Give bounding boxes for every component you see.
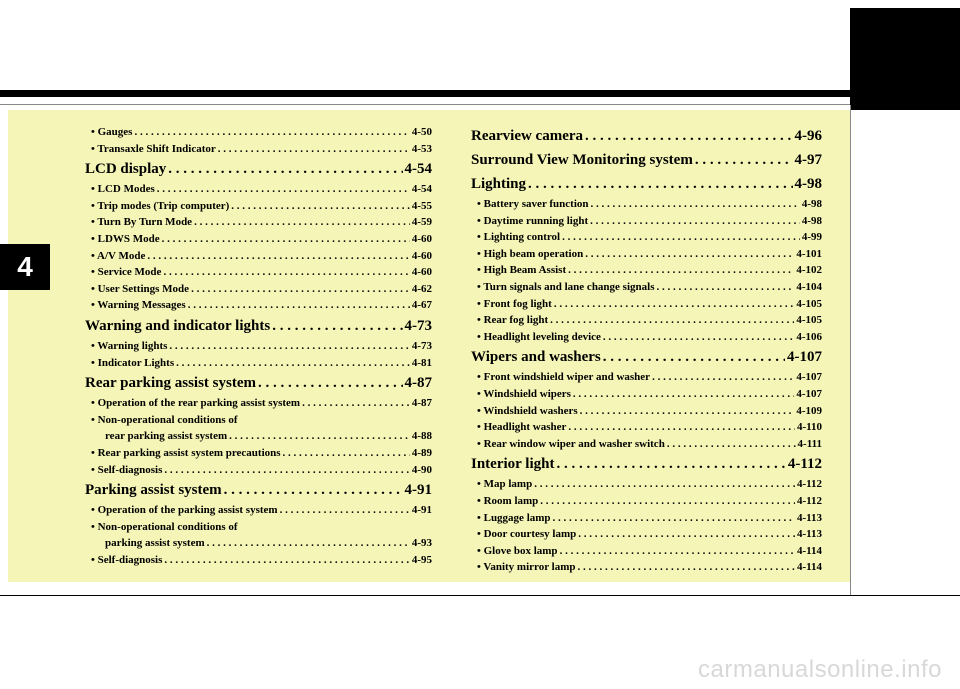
- toc-entry-label: • Service Mode: [91, 266, 162, 279]
- toc-subentry[interactable]: [471, 403, 822, 420]
- toc-page-number: 4-87: [411, 397, 432, 410]
- toc-subentry[interactable]: [85, 231, 432, 248]
- toc-page-number: 4-112: [796, 494, 822, 507]
- toc-page-number: 4-101: [796, 247, 822, 260]
- toc-subentry[interactable]: [85, 297, 432, 314]
- dot-leader: [556, 452, 785, 476]
- dot-leader: [207, 535, 410, 552]
- dot-leader: [258, 371, 403, 395]
- toc-subentry[interactable]: [85, 214, 432, 231]
- toc-page-number: 4-67: [411, 299, 432, 312]
- toc-page-number: 4-98: [801, 214, 822, 227]
- dot-leader: [164, 552, 409, 569]
- dot-leader: [162, 231, 410, 248]
- dot-leader: [534, 476, 795, 493]
- toc-entry-label: parking assist system: [105, 537, 205, 550]
- dot-leader: [163, 264, 409, 281]
- toc-entry-label: • Self-diagnosis: [91, 553, 163, 566]
- toc-subentry[interactable]: [471, 296, 822, 313]
- toc-section-entry[interactable]: [85, 371, 432, 395]
- dot-leader: [585, 246, 794, 263]
- toc-page-number: 4-54: [411, 183, 432, 196]
- toc-entry-label: • A/V Mode: [91, 249, 146, 262]
- toc-page-number: 4-112: [787, 456, 822, 473]
- dot-leader: [169, 338, 409, 355]
- toc-entry-label: • Door courtesy lamp: [477, 528, 577, 541]
- toc-page-number: 4-91: [404, 482, 432, 499]
- toc-page-number: 4-104: [796, 280, 822, 293]
- toc-page-number: 4-81: [411, 356, 432, 369]
- toc-entry-label: Surround View Monitoring system: [471, 152, 693, 168]
- toc-entry-label: • LCD Modes: [91, 183, 155, 196]
- toc-page-number: 4-105: [796, 297, 822, 310]
- toc-page-number: 4-62: [411, 282, 432, 295]
- dot-leader: [229, 428, 410, 445]
- toc-subentry[interactable]: [85, 248, 432, 265]
- dot-leader: [568, 262, 794, 279]
- toc-subentry[interactable]: [85, 519, 432, 536]
- toc-subentry[interactable]: [471, 559, 822, 576]
- toc-subentry[interactable]: [471, 279, 822, 296]
- toc-page-number: 4-89: [411, 446, 432, 459]
- toc-entry-label: Wipers and washers: [471, 349, 601, 366]
- toc-subentry[interactable]: [471, 329, 822, 346]
- dot-leader: [302, 395, 410, 412]
- toc-page-number: 4-106: [796, 330, 822, 343]
- dot-leader: [603, 345, 785, 369]
- dot-leader: [188, 297, 410, 314]
- toc-entry-label: • Turn By Turn Mode: [91, 216, 193, 229]
- toc-page-number: 4-97: [794, 152, 822, 168]
- toc-page-number: 4-112: [796, 478, 822, 491]
- toc-entry-label: LCD display: [85, 161, 167, 178]
- toc-subentry[interactable]: [85, 412, 432, 429]
- toc-entry-label: • Headlight leveling device: [477, 330, 601, 343]
- toc-subentry[interactable]: [85, 355, 432, 372]
- toc-section-entry[interactable]: [85, 157, 432, 181]
- toc-page-number: 4-96: [794, 128, 822, 144]
- toc-subentry[interactable]: [471, 246, 822, 263]
- toc-entry-label: • Battery saver function: [477, 198, 589, 210]
- watermark: carmanualsonline.info: [698, 656, 942, 683]
- toc-entry-label: • Warning lights: [91, 339, 168, 352]
- toc-page-number: 4-107: [787, 349, 822, 366]
- dot-leader: [157, 181, 410, 198]
- top-rule: [0, 90, 960, 97]
- dot-leader: [528, 172, 792, 196]
- bottom-rule: [0, 595, 960, 596]
- toc-entry-label: • Glove box lamp: [477, 544, 558, 557]
- toc-page-number: 4-93: [411, 537, 432, 550]
- toc-page-number: 4-60: [411, 266, 432, 279]
- dot-leader: [554, 296, 794, 313]
- toc-subentry[interactable]: [471, 386, 822, 403]
- toc-page-number: 4-107: [796, 387, 822, 400]
- toc-section-entry[interactable]: [471, 345, 822, 369]
- toc-subentry[interactable]: [471, 526, 822, 543]
- toc-subentry[interactable]: [85, 198, 432, 215]
- toc-subentry[interactable]: [85, 462, 432, 479]
- toc-page-number: 4-113: [796, 511, 822, 524]
- toc-subentry[interactable]: [85, 181, 432, 198]
- toc-page-number: 4-73: [404, 317, 432, 334]
- toc-subentry[interactable]: [85, 338, 432, 355]
- toc-subentry[interactable]: [85, 141, 432, 158]
- toc-entry-label: • Daytime running light: [477, 214, 589, 227]
- dot-leader: [176, 355, 410, 372]
- dot-leader: [540, 493, 795, 510]
- toc-subentry[interactable]: [471, 229, 822, 246]
- toc-entry-label: • Indicator Lights: [91, 356, 175, 369]
- toc-subentry[interactable]: [85, 445, 432, 462]
- right-margin-line: [850, 105, 851, 595]
- toc-page-number: 4-98: [794, 176, 822, 192]
- toc-entry-label: • Rear parking assist system precautions: [91, 446, 281, 459]
- toc-page-number: 4-59: [411, 216, 432, 229]
- toc-section-entry[interactable]: [471, 452, 822, 476]
- toc-page-number: 4-114: [796, 561, 822, 574]
- dot-leader: [168, 157, 402, 181]
- toc-entry-label: • Windshield wipers: [477, 387, 571, 400]
- dot-leader: [577, 559, 794, 576]
- toc-entry-label: • Luggage lamp: [477, 511, 551, 524]
- toc-entry-label: Interior light: [471, 456, 555, 473]
- toc-section-entry[interactable]: [85, 478, 432, 502]
- toc-entry-label: • Operation of the rear parking assist system: [91, 397, 301, 410]
- toc-left-column: [85, 124, 432, 568]
- toc-entry-label: • Room lamp: [477, 494, 539, 507]
- toc-subentry[interactable]: [471, 369, 822, 386]
- dot-leader: [231, 198, 410, 215]
- toc-entry-label: • Gauges: [91, 126, 133, 138]
- toc-subentry[interactable]: [85, 428, 432, 445]
- dot-leader: [695, 148, 793, 172]
- toc-subentry[interactable]: [471, 436, 822, 453]
- dot-leader: [283, 445, 410, 462]
- dot-leader: [560, 543, 795, 560]
- toc-entry-label: • Non-operational conditions of: [91, 520, 238, 533]
- toc-entry-label: Warning and indicator lights: [85, 317, 271, 334]
- toc-entry-label: • Warning Messages: [91, 299, 186, 312]
- dot-leader: [667, 436, 796, 453]
- toc-page-number: 4-53: [411, 142, 432, 155]
- toc-page-number: 4-102: [796, 264, 822, 277]
- dot-leader: [218, 141, 410, 158]
- dot-leader: [194, 214, 410, 231]
- toc-entry-label: • Map lamp: [477, 478, 533, 491]
- toc-entry-label: • Self-diagnosis: [91, 463, 163, 476]
- toc-subentry[interactable]: [471, 213, 822, 230]
- toc-page-number: 4-113: [796, 528, 822, 541]
- toc-subentry[interactable]: [85, 552, 432, 569]
- toc-entry-label: • User Settings Mode: [91, 282, 190, 295]
- toc-page-number: 4-50: [411, 126, 432, 138]
- toc-entry-label: • Front fog light: [477, 297, 552, 310]
- toc-entry-label: • Operation of the parking assist system: [91, 504, 278, 517]
- toc-entry-label: • Rear window wiper and washer switch: [477, 437, 665, 450]
- toc-page-number: 4-99: [801, 231, 822, 244]
- toc-entry-label: Parking assist system: [85, 482, 222, 499]
- dot-leader: [147, 248, 409, 265]
- toc-subentry[interactable]: [85, 281, 432, 298]
- dot-leader: [553, 510, 795, 527]
- toc-subentry[interactable]: [471, 493, 822, 510]
- toc-page-number: 4-111: [797, 437, 822, 450]
- toc-entry-label: Rear parking assist system: [85, 375, 256, 392]
- toc-page-number: 4-107: [796, 371, 822, 384]
- toc-page-number: 4-91: [411, 504, 432, 517]
- toc-subentry[interactable]: [471, 262, 822, 279]
- toc-entry-label: • Windshield washers: [477, 404, 578, 417]
- toc-entry-label: • Non-operational conditions of: [91, 413, 238, 426]
- dot-leader: [585, 124, 792, 148]
- toc-subentry[interactable]: [85, 264, 432, 281]
- toc-entry-label: • Vanity mirror lamp: [477, 561, 576, 574]
- toc-entry-label: • Trip modes (Trip computer): [91, 199, 230, 212]
- toc-entry-label: • High Beam Assist: [477, 264, 567, 277]
- toc-page-number: 4-105: [796, 314, 822, 327]
- toc-page-number: 4-88: [411, 430, 432, 443]
- toc-entry-label: Lighting: [471, 176, 527, 192]
- dot-leader: [603, 329, 794, 346]
- toc-section-entry[interactable]: [471, 172, 822, 196]
- toc-entry-label: • Rear fog light: [477, 314, 549, 327]
- dot-leader: [656, 279, 794, 296]
- toc-entry-label: • Front windshield wiper and washer: [477, 371, 651, 384]
- toc-subentry[interactable]: [85, 502, 432, 519]
- toc-section-entry[interactable]: [471, 148, 822, 172]
- toc-entry-label: • Turn signals and lane change signals: [477, 280, 655, 293]
- toc-subentry[interactable]: [85, 395, 432, 412]
- toc-page-number: 4-54: [404, 161, 432, 178]
- toc-subentry[interactable]: [471, 543, 822, 560]
- toc-page-number: 4-60: [411, 232, 432, 245]
- dot-leader: [550, 312, 794, 329]
- toc-page-number: 4-60: [411, 249, 432, 262]
- dot-leader: [272, 314, 402, 338]
- toc-subentry[interactable]: [85, 124, 432, 141]
- toc-entry-label: rear parking assist system: [105, 430, 228, 443]
- toc-subentry[interactable]: [85, 535, 432, 552]
- toc-section-entry[interactable]: [471, 124, 822, 148]
- dot-leader: [578, 526, 795, 543]
- toc-page-number: 4-109: [796, 404, 822, 417]
- toc-page-number: 4-55: [411, 199, 432, 212]
- dot-leader: [134, 124, 409, 141]
- top-thin-rule: [0, 104, 850, 105]
- toc-page-number: 4-95: [411, 553, 432, 566]
- dot-leader: [562, 229, 800, 246]
- toc-right-column: [471, 124, 822, 576]
- toc-entry-label: • High beam operation: [477, 247, 584, 260]
- toc-page-number: 4-110: [796, 421, 822, 434]
- dot-leader: [591, 196, 800, 213]
- dot-leader: [224, 478, 403, 502]
- toc-page-number: 4-90: [411, 463, 432, 476]
- toc-page-number: 4-87: [404, 375, 432, 392]
- toc-entry-label: • Headlight washer: [477, 421, 567, 434]
- toc-subentry[interactable]: [471, 476, 822, 493]
- toc-entry-label: • Lighting control: [477, 231, 561, 244]
- toc-subentry[interactable]: [471, 510, 822, 527]
- dot-leader: [590, 213, 800, 230]
- dot-leader: [191, 281, 410, 298]
- toc-section-entry[interactable]: [85, 314, 432, 338]
- dot-leader: [573, 386, 794, 403]
- toc-page-number: 4-73: [411, 339, 432, 352]
- toc-entry-label: • Transaxle Shift Indicator: [91, 142, 216, 155]
- dot-leader: [280, 502, 410, 519]
- dot-leader: [580, 403, 795, 420]
- toc-subentry[interactable]: [471, 196, 822, 213]
- toc-page-number: 4-98: [801, 198, 822, 210]
- toc-entry-label: Rearview camera: [471, 128, 584, 144]
- toc-subentry[interactable]: [471, 419, 822, 436]
- toc-subentry[interactable]: [471, 312, 822, 329]
- toc-page-number: 4-114: [796, 544, 822, 557]
- toc-entry-label: • LDWS Mode: [91, 232, 160, 245]
- dot-leader: [568, 419, 795, 436]
- chapter-tab[interactable]: 4: [0, 244, 50, 290]
- dot-leader: [164, 462, 409, 479]
- dot-leader: [652, 369, 794, 386]
